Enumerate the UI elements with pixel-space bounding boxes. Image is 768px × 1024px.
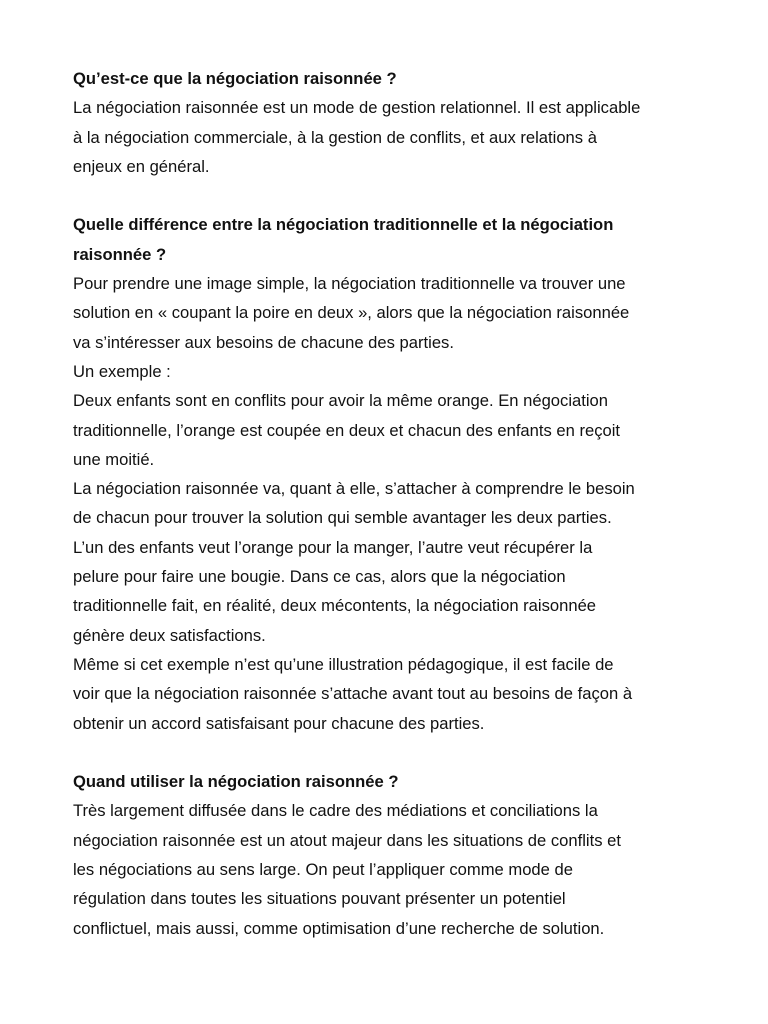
paragraph-line: régulation dans toutes les situations pouvant présenter un potentiel bbox=[73, 889, 566, 909]
section-heading: Quand utiliser la négociation raisonnée ? bbox=[73, 772, 399, 792]
section-heading: Quelle différence entre la négociation traditionnelle et la négociation bbox=[73, 215, 614, 235]
paragraph-line: Même si cet exemple n’est qu’une illustration pédagogique, il est facile de bbox=[73, 654, 614, 674]
paragraph-line: les négociations au sens large. On peut l’appliquer comme mode de bbox=[73, 860, 573, 880]
paragraph-line: Deux enfants sont en conflits pour avoir la même orange. En négociation bbox=[73, 391, 609, 411]
paragraph-line: traditionnelle fait, en réalité, deux mécontents, la négociation raisonnée bbox=[73, 596, 597, 616]
section-difference bbox=[73, 210, 728, 737]
paragraph-line: Très largement diffusée dans le cadre des médiations et conciliations la bbox=[73, 801, 598, 821]
paragraph-line: de chacun pour trouver la solution qui semble avantager les deux parties. bbox=[73, 508, 612, 528]
paragraph-line: enjeux en général. bbox=[73, 156, 210, 176]
paragraph-line: génère deux satisfactions. bbox=[73, 625, 266, 645]
section-what-is bbox=[73, 64, 728, 181]
paragraph-line: négociation raisonnée est un atout majeur dans les situations de conflits et bbox=[73, 830, 621, 850]
paragraph-line: obtenir un accord satisfaisant pour chacune des parties. bbox=[73, 713, 485, 733]
paragraph-line: La négociation raisonnée va, quant à elle, s’attacher à comprendre le besoin bbox=[73, 479, 635, 499]
paragraph-line: L’un des enfants veut l’orange pour la manger, l’autre veut récupérer la bbox=[73, 537, 593, 557]
paragraph-line: voir que la négociation raisonnée s’attache avant tout au besoins de façon à bbox=[73, 684, 633, 704]
paragraph-line: à la négociation commerciale, à la gestion de conflits, et aux relations à bbox=[73, 127, 597, 147]
section-heading: Qu’est-ce que la négociation raisonnée ? bbox=[73, 69, 397, 88]
paragraph-line: traditionnelle, l’orange est coupée en deux et chacun des enfants en reçoit bbox=[73, 420, 621, 440]
paragraph-line: Pour prendre une image simple, la négociation traditionnelle va trouver une bbox=[73, 274, 626, 294]
paragraph-line: va s’intéresser aux besoins de chacune des parties. bbox=[73, 332, 454, 352]
paragraph-line: solution en « coupant la poire en deux », alors que la négociation raisonnée bbox=[73, 303, 630, 323]
paragraph-line: une moitié. bbox=[73, 449, 155, 469]
paragraph-line: La négociation raisonnée est un mode de gestion relationnel. Il est applicable bbox=[73, 98, 641, 118]
section-heading: raisonnée ? bbox=[73, 244, 167, 264]
paragraph-line: conflictuel, mais aussi, comme optimisation d’une recherche de solution. bbox=[73, 918, 605, 938]
section-when-to-use bbox=[73, 767, 728, 943]
paragraph-line: Un exemple : bbox=[73, 361, 171, 381]
paragraph-line: pelure pour faire une bougie. Dans ce cas, alors que la négociation bbox=[73, 567, 566, 587]
